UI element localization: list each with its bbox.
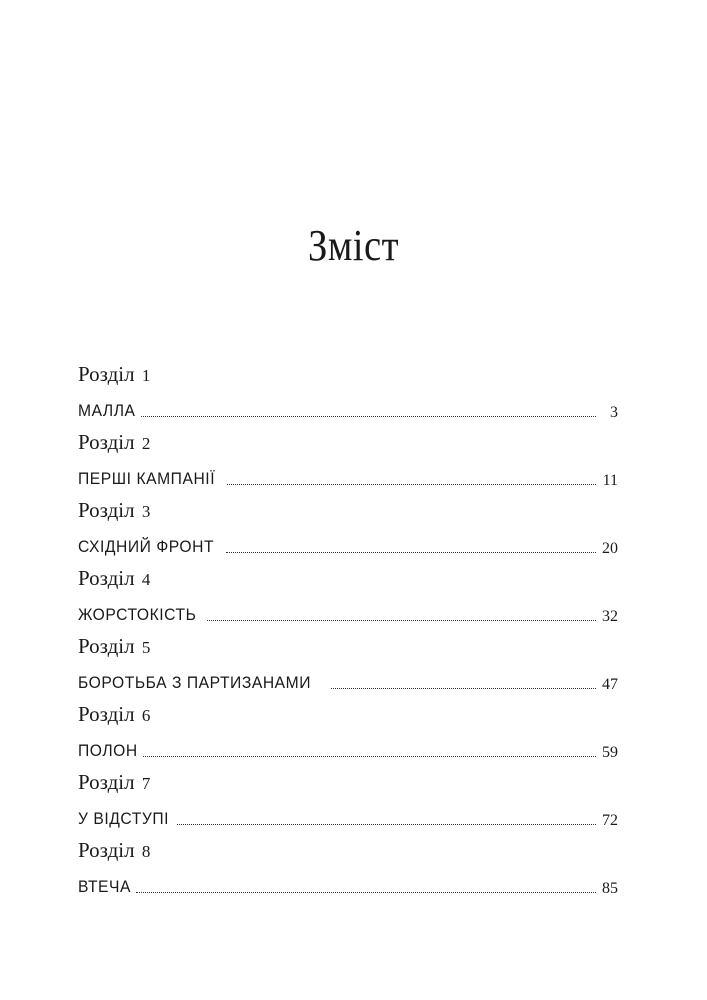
page-number: 72 [602,812,618,829]
page-number: 32 [602,608,618,625]
toc-entry-line[interactable] [78,802,618,832]
chapter-title: ПОЛОН [78,741,138,760]
chapter-label [78,702,150,727]
toc-entry-line[interactable] [78,462,618,492]
dot-leader [177,824,596,825]
page-title: Зміст [308,221,399,270]
chapter-label [78,498,150,523]
chapter-title: ПЕРШІ КАМПАНІЇ [78,469,216,488]
chapter-title: ЖОРСТОКІСТЬ [78,605,197,624]
dot-leader [331,688,596,689]
chapter-word: Розділ [78,498,135,522]
page-number: 47 [602,676,618,693]
chapter-label [78,430,150,455]
chapter-number: 1 [141,366,151,385]
chapter-label [78,566,150,591]
chapter-title: У ВІДСТУПІ [78,809,170,828]
chapter-number: 7 [141,774,151,793]
chapter-label [78,362,150,387]
chapter-number: 3 [141,502,151,521]
toc-entry-line[interactable] [78,598,618,628]
toc-entry-line[interactable] [78,666,618,696]
page-number: 3 [610,404,618,421]
toc-entry-line[interactable] [78,870,618,900]
toc-entry-line[interactable] [78,394,618,424]
dot-leader [227,484,596,485]
dot-leader [143,756,596,757]
chapter-label [78,634,150,659]
chapter-word: Розділ [78,566,135,590]
chapter-number: 4 [141,570,151,589]
dot-leader [207,620,596,621]
chapter-title: СХІДНИЙ ФРОНТ [78,537,215,556]
chapter-number: 6 [141,706,151,725]
chapter-title: МАЛЛА [78,401,136,420]
chapter-number: 2 [141,434,151,453]
chapter-number: 8 [141,842,151,861]
chapter-label [78,770,150,795]
chapter-word: Розділ [78,702,135,726]
chapter-title: ВТЕЧА [78,877,132,896]
page-number: 59 [602,744,618,761]
toc-entry-line[interactable] [78,734,618,764]
page-number: 11 [602,472,618,489]
chapter-word: Розділ [78,362,135,386]
chapter-label [78,838,150,863]
page-number: 85 [602,880,618,897]
dot-leader [136,892,596,893]
chapter-word: Розділ [78,634,135,658]
dot-leader [141,416,596,417]
page-number: 20 [602,540,618,557]
chapter-word: Розділ [78,770,135,794]
chapter-number: 5 [141,638,151,657]
toc-entry-line[interactable] [78,530,618,560]
dot-leader [226,552,596,553]
chapter-word: Розділ [78,430,135,454]
chapter-word: Розділ [78,838,135,862]
chapter-title: БОРОТЬБА З ПАРТИЗАНАМИ [78,673,312,692]
